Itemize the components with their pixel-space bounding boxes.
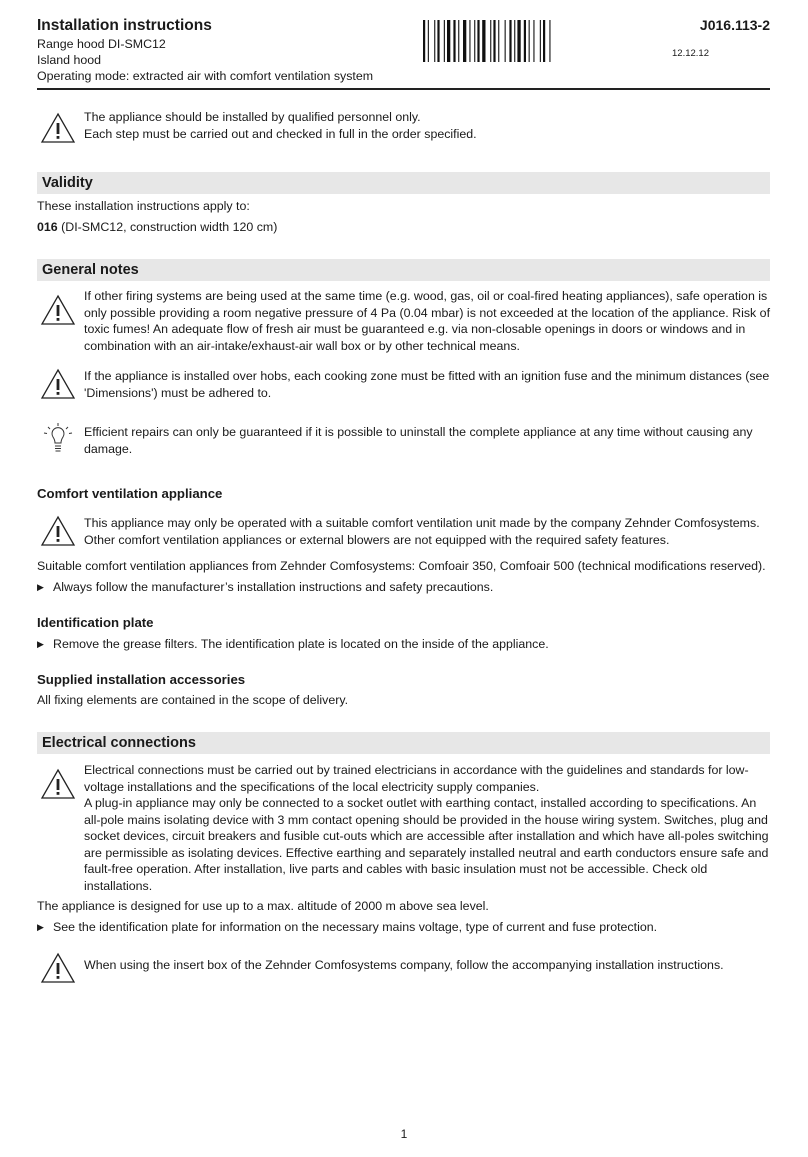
intro-text bbox=[84, 109, 774, 142]
validity-text: These installation instructions apply to: bbox=[37, 199, 250, 213]
barcode-bar bbox=[505, 20, 506, 62]
section-header-validity bbox=[37, 172, 770, 194]
firing-systems-warning: If other firing systems are being used at the same time (e.g. wood, gas, oil or coal-fired heating appliances), safe operation is only possible providing a room negative pressure of 4 Pa (0.04 mbar) is not exceeded at the location of the appliance. Risk of toxic fumes! An adequate flow of fresh air must be guaranteed e.g. via non-closable openings in doors or windows and in combination with an air-intake/exhaust-air wall box or by other technical means. bbox=[84, 289, 771, 353]
accessories-text: All fixing elements are contained in the scope of delivery. bbox=[37, 693, 349, 707]
barcode-bar bbox=[524, 20, 526, 62]
warning-icon bbox=[40, 951, 76, 985]
barcode-bar bbox=[447, 20, 450, 62]
barcode-bar bbox=[437, 20, 439, 62]
hood-type: Island hood bbox=[37, 53, 102, 67]
section-title: General notes bbox=[42, 262, 139, 278]
product-name: Range hood DI-SMC12 bbox=[37, 37, 166, 51]
barcode-bar bbox=[453, 20, 455, 62]
intro-line-1: The appliance should be installed by qualified personnel only. bbox=[84, 110, 421, 124]
barcode-bar bbox=[493, 20, 495, 62]
repair-tip: Efficient repairs can only be guaranteed if it is possible to uninstall the complete appliance at any time without causing any damage. bbox=[84, 425, 753, 456]
barcode-bar bbox=[543, 20, 545, 62]
instruction-step bbox=[37, 919, 777, 936]
model-description: (DI-SMC12, construction width 120 cm) bbox=[57, 220, 278, 234]
accessories-heading: Supplied installation accessories bbox=[37, 672, 246, 687]
insert-box-warning: When using the insert box of the Zehnder Comfosystems company, follow the accompanying installation instructions. bbox=[84, 958, 724, 972]
warning-icon bbox=[40, 111, 76, 145]
section-header-general-notes bbox=[37, 259, 770, 281]
model-code: 016 bbox=[37, 220, 58, 234]
barcode-bar bbox=[529, 20, 530, 62]
step-text: See the identification plate for information on the necessary mains voltage, type of current and fuse protection. bbox=[53, 920, 658, 934]
intro-line-2: Each step must be carried out and checked in full in the order specified. bbox=[84, 126, 477, 141]
barcode-bar bbox=[514, 20, 515, 62]
barcode-bar bbox=[458, 20, 459, 62]
suitable-appliances: Suitable comfort ventilation appliances from Zehnder Comfosystems: Comfoair 350, Comfoair 500 (technical modifications reserved). bbox=[37, 559, 766, 573]
barcode-bar bbox=[498, 20, 499, 62]
identification-plate-heading: Identification plate bbox=[37, 615, 154, 630]
comfort-ventilation-heading: Comfort ventilation appliance bbox=[37, 486, 223, 501]
warning-icon bbox=[40, 514, 76, 548]
electrical-warning-p2: A plug-in appliance may only be connected to a socket outlet with earthing contact, installed according to specifications. An all-pole mains isolating device with 3 mm contact opening should be provided in the house wiring system. Switches, plug and socket devices, circuit breakers and fusible cut-outs which are accessible after installation and which have all-poles switching are permissible as isolating devices. Effective earthing and separately installed neutral and earth conductors ensure safe and fault-free operation. After installation, live parts and cables with basic insulation must not be accessible. Check old installations. bbox=[84, 796, 769, 893]
instruction-step bbox=[37, 579, 777, 596]
section-title: Validity bbox=[42, 175, 93, 191]
barcode-bar bbox=[540, 20, 541, 62]
validity-model bbox=[37, 219, 770, 236]
page-number: 1 bbox=[400, 1127, 408, 1141]
comfort-ventilation-warning: This appliance may only be operated with a suitable comfort ventilation unit made by the company Zehnder Comfosystems. Other comfort ventilation appliances or external blowers are not equipped with the required safety features. bbox=[84, 516, 760, 547]
barcode-bar bbox=[428, 20, 429, 62]
instruction-step bbox=[37, 636, 777, 653]
document-title: Installation instructions bbox=[37, 17, 212, 34]
electrical-warning-p1: Electrical connections must be carried out by trained electricians in accordance with the guidelines and standards for low-voltage installations and the specifications of the local electricity supply companies. bbox=[84, 763, 749, 794]
hob-warning: If the appliance is installed over hobs, each cooking zone must be fitted with an ignition fuse and the minimum distances (see 'Dimensions') must be adhered to. bbox=[84, 369, 770, 400]
step-arrow-icon: ▶ bbox=[37, 582, 44, 592]
step-text: Always follow the manufacturer’s installation instructions and safety precautions. bbox=[53, 580, 494, 594]
barcode-bar bbox=[477, 20, 479, 62]
section-title: Electrical connections bbox=[42, 735, 196, 751]
electrical-warning bbox=[84, 762, 774, 894]
operating-mode: Operating mode: extracted air with comfort ventilation system bbox=[37, 69, 374, 83]
barcode-bar bbox=[474, 20, 475, 62]
barcode-bar bbox=[469, 20, 470, 62]
barcode-bar bbox=[423, 20, 425, 62]
altitude-note: The appliance is designed for use up to a max. altitude of 2000 m above sea level. bbox=[37, 899, 489, 913]
warning-icon bbox=[40, 367, 76, 401]
warning-icon bbox=[40, 293, 76, 327]
barcode-bar bbox=[509, 20, 511, 62]
lightbulb-icon bbox=[40, 421, 76, 455]
barcode-bar bbox=[444, 20, 445, 62]
document-number: J016.113-2 bbox=[699, 17, 770, 33]
step-arrow-icon: ▶ bbox=[37, 639, 44, 649]
barcode-bar bbox=[517, 20, 520, 62]
section-header-electrical bbox=[37, 732, 770, 754]
step-arrow-icon: ▶ bbox=[37, 922, 44, 932]
header-divider bbox=[37, 88, 770, 90]
document-date: 12.12.12 bbox=[672, 48, 709, 59]
barcode-bar bbox=[549, 20, 550, 62]
barcode-bar bbox=[482, 20, 485, 62]
barcode-bar bbox=[533, 20, 534, 62]
barcode-bar bbox=[463, 20, 466, 62]
warning-icon bbox=[40, 767, 76, 801]
barcode bbox=[422, 20, 601, 62]
barcode-bar bbox=[434, 20, 435, 62]
barcode-bar bbox=[490, 20, 491, 62]
step-text: Remove the grease filters. The identification plate is located on the inside of the appliance. bbox=[53, 637, 549, 651]
